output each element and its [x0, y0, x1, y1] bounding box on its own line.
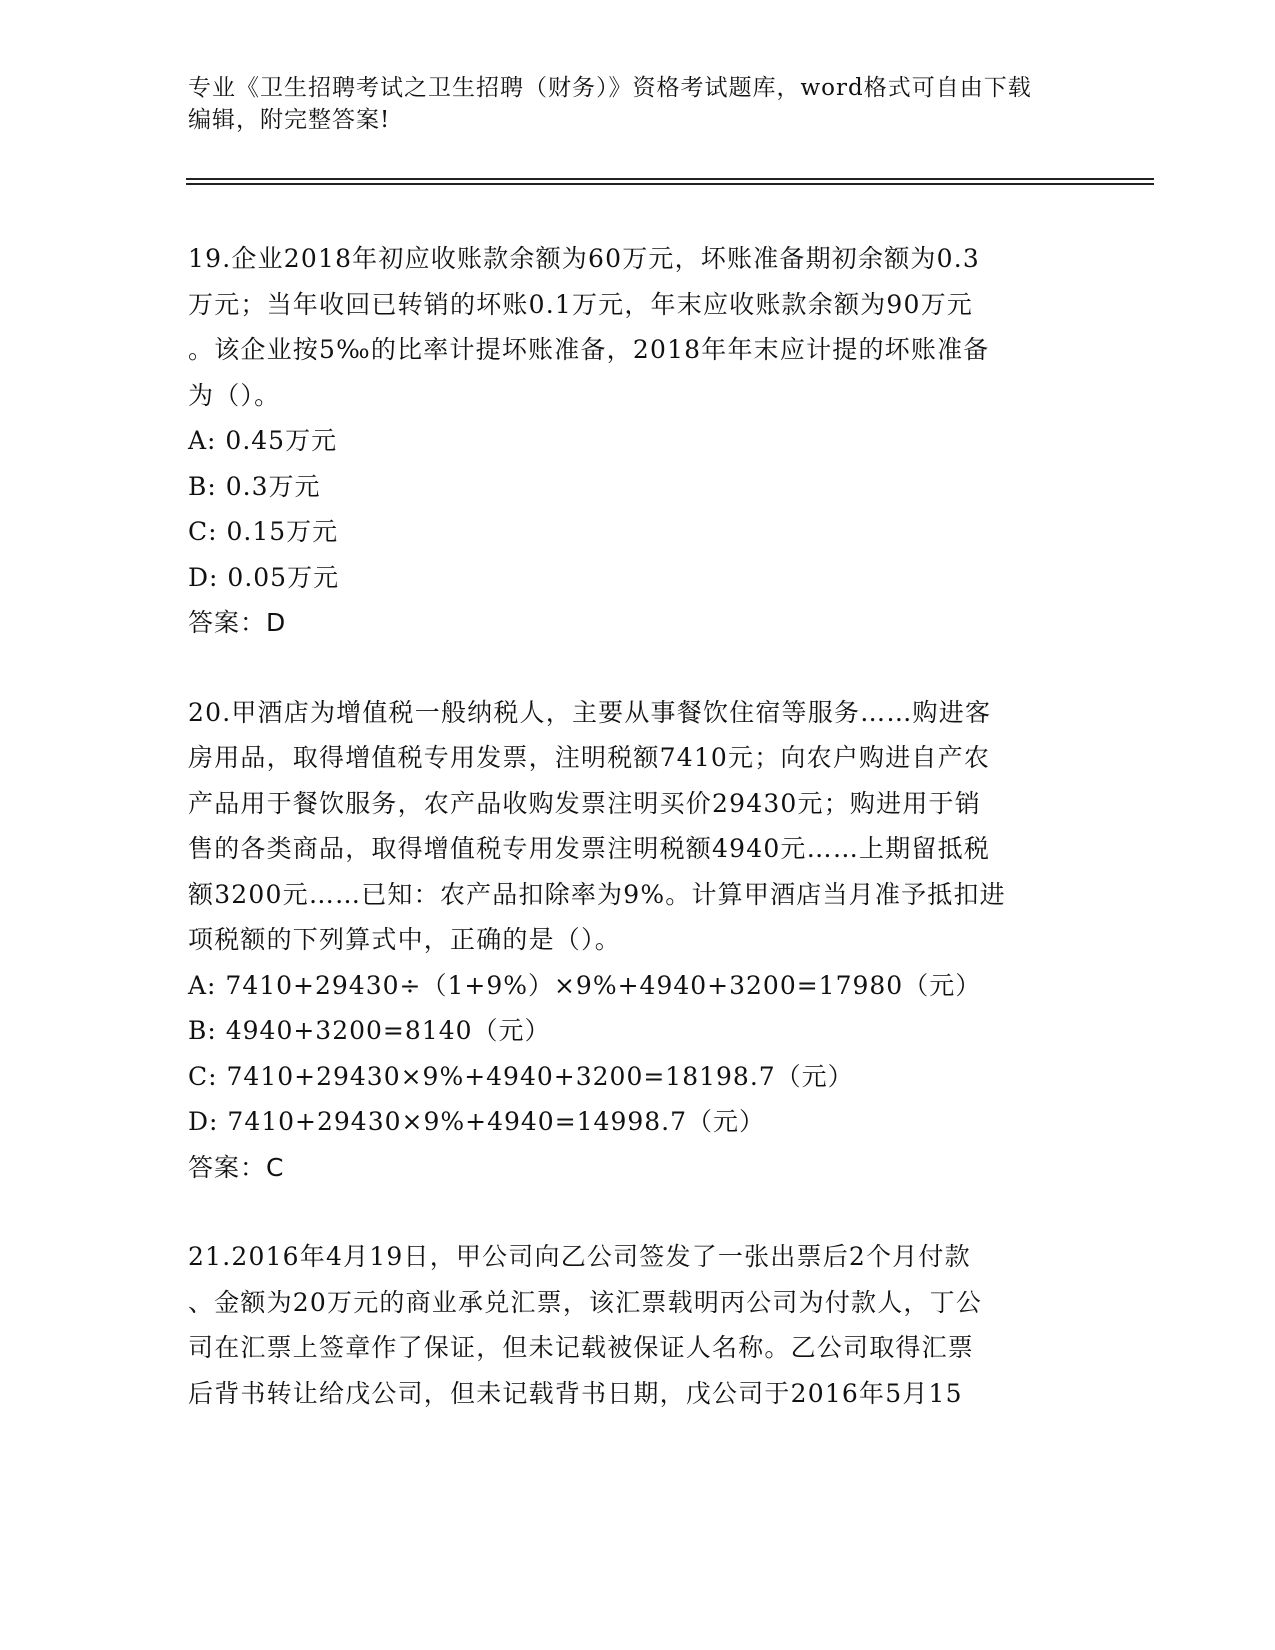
question-text-line: 、金额为20万元的商业承兑汇票，该汇票载明丙公司为付款人，丁公 — [188, 1287, 983, 1317]
option-b: B: 0.3万元 — [188, 471, 321, 501]
answer: 答案：C — [188, 1152, 285, 1182]
question-text-line: 额3200元……已知：农产品扣除率为9%。计算甲酒店当月准予抵扣进 — [188, 879, 1006, 909]
document-header — [188, 72, 1088, 136]
question-text-line: 司在汇票上签章作了保证，但未记载被保证人名称。乙公司取得汇票 — [188, 1333, 975, 1362]
question-text-line: 万元；当年收回已转销的坏账0.1万元，年末应收账款余额为90万元 — [188, 289, 973, 319]
question-text-line: 19.企业2018年初应收账款余额为60万元，坏账准备期初余额为0.3 — [188, 244, 980, 273]
question-list — [188, 236, 1088, 1460]
option-c: C: 0.15万元 — [188, 517, 339, 546]
option-d: D: 0.05万元 — [188, 562, 340, 592]
question-19 — [188, 236, 1088, 646]
question-text-line: 售的各类商品，取得增值税专用发票注明税额4940元……上期留抵税 — [188, 834, 991, 863]
header-divider-top — [186, 178, 1154, 180]
question-text-line: 20.甲酒店为增值税一般纳税人，主要从事餐饮住宿等服务……购进客 — [188, 697, 992, 727]
question-text-line: 项税额的下列算式中，正确的是（）。 — [188, 925, 621, 954]
header-divider-bottom — [186, 183, 1154, 185]
question-text-line: 后背书转让给戊公司，但未记载背书日期，戊公司于2016年5月15 — [188, 1378, 963, 1408]
question-text-line: 21.2016年4月19日，甲公司向乙公司签发了一张出票后2个月付款 — [188, 1242, 971, 1271]
question-20 — [188, 690, 1088, 1191]
question-text-line: 房用品，取得增值税专用发票，注明税额7410元；向农户购进自产农 — [188, 743, 991, 772]
question-text-line: 。该企业按5‰的比率计提坏账准备，2018年年末应计提的坏账准备 — [188, 335, 990, 364]
option-a: A: 0.45万元 — [188, 426, 338, 455]
question-21 — [188, 1234, 1088, 1416]
header-line-2: 编辑，附完整答案! — [188, 107, 391, 133]
question-text-line: 为（）。 — [188, 380, 281, 410]
option-b: B: 4940+3200=8140（元） — [188, 1016, 551, 1045]
option-a: A: 7410+29430÷（1+9%）×9%+4940+3200=17980（元） — [188, 970, 982, 1000]
question-text-line: 产品用于餐饮服务，农产品收购发票注明买价29430元；购进用于销 — [188, 788, 981, 818]
header-line-1: 专业《卫生招聘考试之卫生招聘（财务）》资格考试题库，word格式可自由下载 — [188, 75, 1032, 101]
answer: 答案：D — [188, 608, 287, 637]
option-c: C: 7410+29430×9%+4940+3200=18198.7（元） — [188, 1061, 854, 1091]
option-d: D: 7410+29430×9%+4940=14998.7（元） — [188, 1107, 766, 1136]
